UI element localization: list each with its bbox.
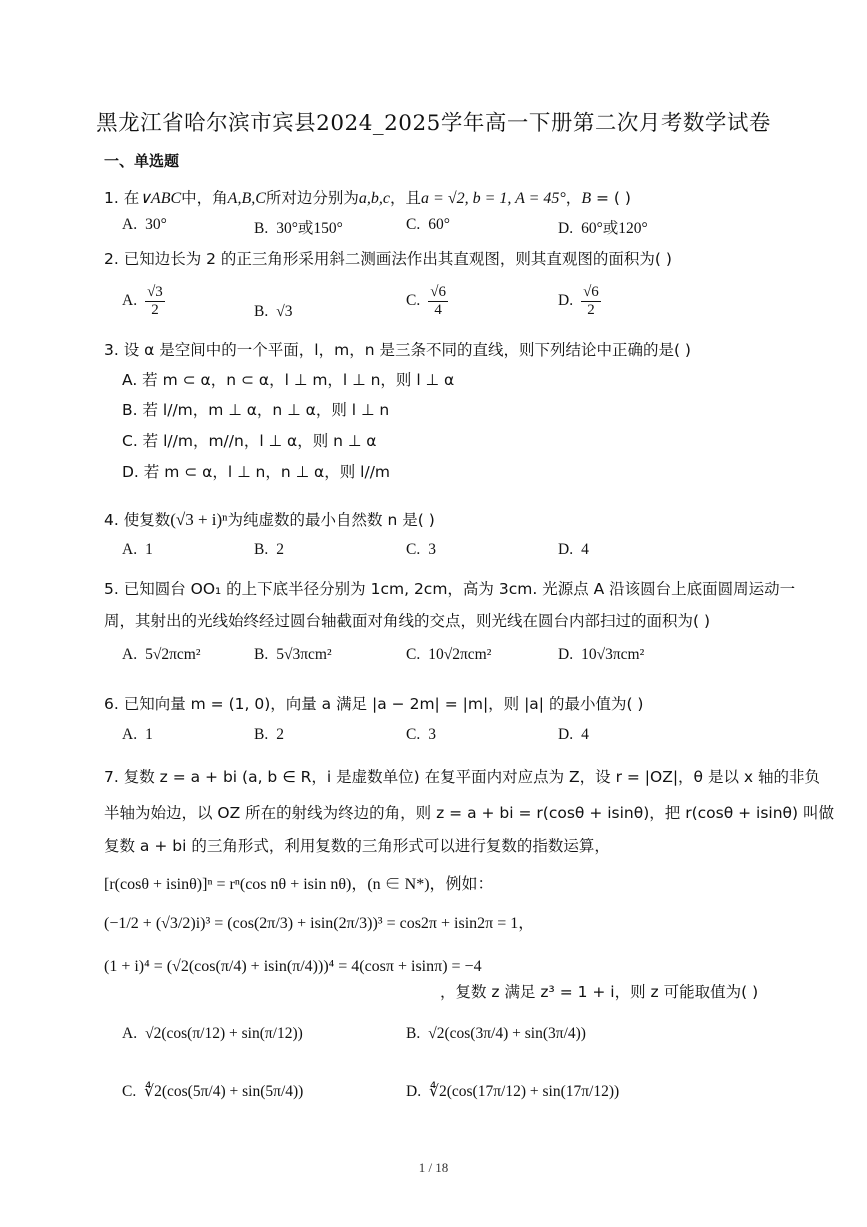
q1-option-c: C. 60°	[406, 216, 450, 233]
q3-option-c: C. 若 l//m，m//n，l ⊥ α，则 n ⊥ α	[122, 432, 377, 450]
q4-option-d: D. 4	[558, 541, 589, 558]
q7-option-d: D. ∜2(cos(17π/12) + sin(17π/12))	[406, 1083, 620, 1100]
q4-option-c: C. 3	[406, 541, 436, 558]
q2-option-a: A. $\frac{√3}{2}$	[122, 284, 163, 318]
question-7-line-6: ，复数 z 满足 z³ = 1 + i，则 z 可能取值为( )	[440, 983, 759, 1001]
q2-option-b: B. √3	[254, 303, 293, 320]
question-1-stem: 1. 在∨ABC中，角A,B,C所对边分别为a,b,c，且a = √2, b = 1, A = 45°，B = ( )	[104, 189, 631, 207]
question-7-formula-3: (1 + i)⁴ = (√2(cos(π/4) + isin(π/4)))⁴ = 4(cosπ + isinπ) = −4	[104, 958, 482, 975]
q3-option-a: A. 若 m ⊂ α，n ⊂ α，l ⊥ m，l ⊥ n，则 l ⊥ α	[122, 371, 455, 389]
question-7-formula-2: (−1/2 + (√3/2)i)³ = (cos(2π/3) + isin(2π/3))³ = cos2π + isin2π = 1，	[104, 915, 535, 932]
q5-option-d: D. 10√3πcm²	[558, 646, 645, 663]
q6-option-c: C. 3	[406, 726, 436, 743]
question-2-stem: 2. 已知边长为 2 的正三角形采用斜二测画法作出其直观图，则其直观图的面积为( )	[104, 250, 672, 268]
q6-option-d: D. 4	[558, 726, 589, 743]
q4-option-a: A. 1	[122, 541, 153, 558]
q1-option-d: D. 60°或120°	[558, 220, 648, 237]
q4-option-b: B. 2	[254, 541, 284, 558]
q5-option-a: A. 5√2πcm²	[122, 646, 201, 663]
q6-option-b: B. 2	[254, 726, 284, 743]
section-heading: 一、单选题	[104, 152, 180, 170]
q3-option-b: B. 若 l//m，m ⊥ α，n ⊥ α，则 l ⊥ n	[122, 401, 390, 419]
q2-option-d: D. $\frac{√6}{2}$	[558, 284, 599, 318]
question-5-line-2: 周，其射出的光线始终经过圆台轴截面对角线的交点，则光线在圆台内部扫过的面积为( )	[104, 612, 711, 630]
question-7-line-2: 半轴为始边，以 OZ 所在的射线为终边的角，则 z = a + bi = r(cosθ + isinθ)，把 r(cosθ + isinθ) 叫做	[104, 804, 834, 822]
q4-expression: (√3 + i)ⁿ	[170, 510, 228, 529]
q5-option-b: B. 5√3πcm²	[254, 646, 332, 663]
question-6-stem: 6. 已知向量 m = (1, 0)，向量 a 满足 |a − 2m| = |m|，则 |a| 的最小值为( )	[104, 695, 644, 713]
question-3-stem: 3. 设 α 是空间中的一个平面，l，m，n 是三条不同的直线，则下列结论中正确的是( )	[104, 341, 691, 359]
question-4-stem: 4. 使复数(√3 + i)ⁿ为纯虚数的最小自然数 n 是( )	[104, 510, 435, 529]
q7-option-a: A. √2(cos(π/12) + sin(π/12))	[122, 1025, 303, 1042]
question-7-line-1: 7. 复数 z = a + bi (a, b ∈ R，i 是虚数单位) 在复平面内对应点为 Z，设 r = |OZ|，θ 是以 x 轴的非负	[104, 768, 820, 786]
q2-option-c: C. $\frac{√6}{4}$	[406, 284, 446, 318]
q1-option-a: A. 30°	[122, 216, 167, 233]
page-title: 黑龙江省哈尔滨市宾县2024_2025学年高一下册第二次月考数学试卷	[96, 111, 771, 136]
page-number: 1 / 18	[418, 1160, 449, 1175]
q3-option-d: D. 若 m ⊂ α，l ⊥ n，n ⊥ α，则 l//m	[122, 463, 391, 481]
q7-option-b: B. √2(cos(3π/4) + sin(3π/4))	[406, 1025, 586, 1042]
q6-option-a: A. 1	[122, 726, 153, 743]
question-7-formula-1: [r(cosθ + isinθ)]ⁿ = rⁿ(cos nθ + isin nθ)，(n ∈ N*)，例如：	[104, 876, 494, 893]
question-7-line-3: 复数 a + bi 的三角形式，利用复数的三角形式可以进行复数的指数运算，	[104, 837, 610, 855]
q1-option-b: B. 30°或150°	[254, 220, 343, 237]
q5-option-c: C. 10√2πcm²	[406, 646, 492, 663]
q7-option-c: C. ∜2(cos(5π/4) + sin(5π/4))	[122, 1083, 304, 1100]
question-5-line-1: 5. 已知圆台 OO₁ 的上下底半径分别为 1cm, 2cm，高为 3cm. 光源点 A 沿该圆台上底面圆周运动一	[104, 580, 796, 598]
